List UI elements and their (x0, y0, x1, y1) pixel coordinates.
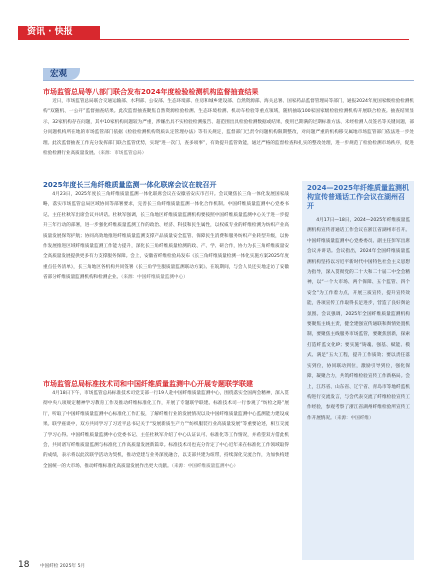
category-tag (43, 68, 80, 80)
article-title: 市场监管总局标准技术司和中国纤维质量监测中心开展专题联学联建 (43, 380, 253, 388)
category-label: 宏观 (50, 69, 68, 79)
page-number: 18 (18, 560, 30, 570)
article-title: 市场监管总局等八部门联合发布2024年度检验检测机构监督抽查结果 (43, 88, 259, 96)
article-body: 4月18日下午，市场监管总局标准技术司党支部一行19人赴中国纤维质量监测中心，围绕落实全国两会精神，深入贯彻中央八项规定精神学习教育工作及推动纤维标准化工作，开展了专题联学联建。标准技术司一行参观了“纺检之路”展厅，听取了中国纤维质量监测中心标准化工作汇报，了解纤维行业的发展情况以及中国纤维质量监测中心监测能力建设成果。联学座谈中，双方共同学习了习近平总书记关于“发展新质生产力”“纺织服装行业高质量发展”等重要论述，相互交流了学习心得。中国纤维质量监测中心党委书记、主任杜秋军介绍了中心认证认可、标准化等工作情况，并希望双方借此机会，共同谱写纤维质量监测与标准化工作高质量发展新篇章。标准技术司也充分肯定了中心近年来在标准化工作领域取得的成绩，表示将以此次联学活动为契机，推动党建与业务深度融合，以支部共建为纽带，持续深化交流合作，为加快构建全国统一的大市场、推动纤维标准化高质量发展作出更大贡献。（来源：中国纤维质量监测中心） (43, 391, 289, 469)
article-body: 近日，市场监管总局联合交通运输部、水利部、公安部、生态环境部、住房和城乡建设部、自然资源部、海关总署、国家药品监督管理局等部门，通报2024年度国家级检验检测机构“双随机、一公开”监督抽查结果。此次监督抽查聚焦自然资源检验检测、生态环境检测、机动车检验等重点领域，随机抽取100家国家级检验检测机构开展联合检查。抽查结果显示，32家机构存在问题，其中10家机构问题较为严重，涉嫌出具不实检验检测报告、超范围出具检验检测数据或结果、使用已期满的过期标准方法、未经检测人员签名等关键问题，部分问题机构所在地的市场监管部门依据《检验检测机构资质认定管理办法》等有关规定，监督部门已责令问题机构限期整改，对问题严重的机构移交属地市场监管部门依法进一步处理。此次监督抽查工作充分发挥部门联合监管优势，实现“进一次门，查多项事”，有效提升监管效能，通过严格的监督检查和扎实的整改处理，进一步规范了检验检测市场秩序，促进检验检测行业高质量发展。（来源：市场监管总局） (43, 99, 414, 157)
category-divider (43, 80, 414, 81)
article-body: 4月23日，2025年度长三角纤维质量监测一体化联席会议在安徽省安庆市召开。会议聚焦长三角一体化发展国家战略，落实市场监管总局区域协同等部署要求，完善长三角纤维质量监测一体化合作机制。中国纤维质量监测中心党委书记、主任杜秋军出席会议并讲话。杜秋军强调，长三角地区纤维质量监测机构要按照中国纤维质量监测中心关于进一步提升三年行动的部署，进一步强化纤维质量监测工作的政治、经济、科技和民生属性，以权威专业的纤维检测为纺织产业高质量发展保驾护航；协同高效地推进纤维质量监测支撑产品质量安全监管、保障民生消费和服务纺织产业转型升级，以协作发展推进区域纤维质量监测工作能力提升，深化长三角纤维质量检测的政、产、学、研合作，协力为长三角纤维质量安全高质量发展提供更多有力支撑服务保障。会上，安徽省纤维检验局发布《长三角纤维质量检测一体化实施方案2025年度重点任务清单》，长三角地区各机构共同签署《长三角学生服质量监测联动方案》。在皖期间，与会人员还实地走访了安徽省部分纤维质量监测机构和检测企业。（来源：中国纤维质量监测中心） (43, 192, 289, 281)
section-label-text: 资讯 · 快报 (27, 27, 73, 37)
magazine-issue: 中国纤检 2025年 5月 (40, 564, 86, 569)
article-title: 2025年度长三角纤维质量监测一体化联席会议在皖召开 (43, 181, 217, 189)
header-divider (18, 39, 409, 40)
article-joint-study (43, 380, 289, 472)
sidebar-title: 2024—2025年纤维质量监测机构宣传普通话工作会议在湖州召开 (307, 184, 409, 210)
article-source: （来源：中国纤维质量监测中心） (121, 275, 188, 281)
article-inspection-results (43, 88, 414, 159)
article-yrd-meeting (43, 181, 289, 284)
sidebar-source: （来源：中国纤维） (334, 415, 374, 421)
article-source: （来源：市场监管总局） (98, 151, 147, 157)
sidebar-body: 4月17日—18日，2024—2025年纤维质量监测机构宣传普通话工作会议在浙江省湖州市召开。中国纤维质量监测中心党委委员、副主任彭军出席会议并讲话。会议指出，2024年全国纤维质量监测机构坚持以习近平新时代中国特色社会主义思想为指导，深入贯彻党的二十大和二十届二中全会精神，以“一个大市场、两个保障、五个监管、四个安全”为工作着力点，开展三质宣传，提升宣传效能，各项宣传工作取得长足进步，营造了良好舆论氛围。会议强调，2025年全国纤维质量监测机构要聚焦主线主责，健全建强宣传通联和舆情处置机制，要聚焦主线服务市场监管，要聚焦创新，探索打造纤监文化IP；要实施“铸魂、强基、赋能、模式、满足”五大工程，提升工作质效；要以责任落实到位，协同联动到位，激励引导到位，强化保障，凝聚合力，共筑纤维检验宣传工作新格局。会上，江苏省、山东省、辽宁省、青岛市等地纤监机构进行交流发言，与会代表交流了纤维检验宣传工作经验，参观考察了浙江省湖州纤维检验所宣传工作开展情况。（来源：中国纤维） (307, 218, 410, 421)
sidebar-article (302, 181, 414, 560)
page-header (0, 0, 427, 40)
section-label (18, 26, 100, 39)
article-source: （来源：中国纤维质量监测中心） (171, 463, 239, 469)
